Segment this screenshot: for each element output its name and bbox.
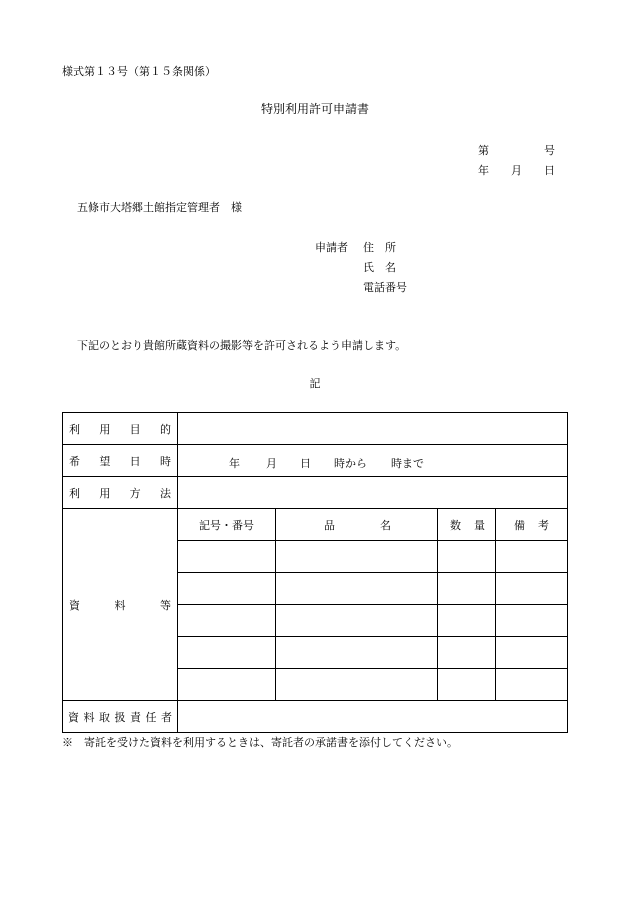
- note-cell[interactable]: [496, 605, 568, 637]
- col-item-header: 品 名: [276, 509, 438, 541]
- date-field-month: 月: [266, 457, 277, 470]
- method-row: [63, 477, 568, 509]
- col-note-header: 備 考: [496, 509, 568, 541]
- purpose-label: 利 用 目 的: [63, 413, 178, 445]
- qty-cell[interactable]: [438, 573, 496, 605]
- method-label: 利 用 方 法: [63, 477, 178, 509]
- date-field-year: 年: [229, 457, 240, 470]
- note-cell[interactable]: [496, 541, 568, 573]
- code-cell[interactable]: [178, 637, 276, 669]
- number-dai: 第: [478, 144, 489, 157]
- responsible-row: [63, 701, 568, 733]
- ki-heading: 記: [309, 377, 321, 390]
- responsible-label: 資 料 取 扱 責 任 者: [63, 701, 178, 733]
- applicant-label: 申請者: [315, 241, 348, 254]
- date-field[interactable]: [178, 445, 568, 477]
- materials-label: 資 料 等: [63, 509, 178, 701]
- code-cell[interactable]: [178, 669, 276, 701]
- applicant-phone-label: 電話番号: [363, 281, 407, 294]
- date-year: 年: [478, 164, 489, 177]
- footnote: ※ 寄託を受けた資料を利用するときは、寄託者の承諾書を添付してください。: [62, 736, 458, 749]
- method-field[interactable]: [178, 477, 568, 509]
- date-field-day: 日: [300, 457, 311, 470]
- date-field-from: 時から: [334, 457, 367, 470]
- date-field-to: 時まで: [391, 457, 424, 470]
- request-text: 下記のとおり貴館所蔵資料の撮影等を許可されるよう申請します。: [77, 339, 407, 352]
- responsible-field[interactable]: [178, 701, 568, 733]
- code-cell[interactable]: [178, 573, 276, 605]
- item-cell[interactable]: [276, 541, 438, 573]
- qty-cell[interactable]: [438, 637, 496, 669]
- date-row: [63, 445, 568, 477]
- note-cell[interactable]: [496, 573, 568, 605]
- qty-cell[interactable]: [438, 669, 496, 701]
- date-day: 日: [544, 164, 555, 177]
- form-number: 様式第１３号（第１５条関係）: [62, 65, 216, 78]
- applicant-address-label: 住 所: [363, 241, 396, 254]
- qty-cell[interactable]: [438, 605, 496, 637]
- qty-cell[interactable]: [438, 541, 496, 573]
- item-cell[interactable]: [276, 573, 438, 605]
- application-table: [62, 412, 568, 733]
- date-label: 希 望 日 時: [63, 445, 178, 477]
- col-code-header: 記号・番号: [178, 509, 276, 541]
- code-cell[interactable]: [178, 605, 276, 637]
- materials-header-row: [63, 509, 568, 541]
- col-qty-header: 数 量: [438, 509, 496, 541]
- item-cell[interactable]: [276, 669, 438, 701]
- date-month: 月: [511, 164, 522, 177]
- document-title: 特別利用許可申請書: [260, 102, 369, 116]
- purpose-field[interactable]: [178, 413, 568, 445]
- note-cell[interactable]: [496, 669, 568, 701]
- code-cell[interactable]: [178, 541, 276, 573]
- number-go: 号: [544, 144, 555, 157]
- applicant-name-label: 氏 名: [363, 261, 396, 274]
- note-cell[interactable]: [496, 637, 568, 669]
- item-cell[interactable]: [276, 637, 438, 669]
- addressee: 五條市大塔郷土館指定管理者 様: [77, 201, 242, 214]
- purpose-row: [63, 413, 568, 445]
- item-cell[interactable]: [276, 605, 438, 637]
